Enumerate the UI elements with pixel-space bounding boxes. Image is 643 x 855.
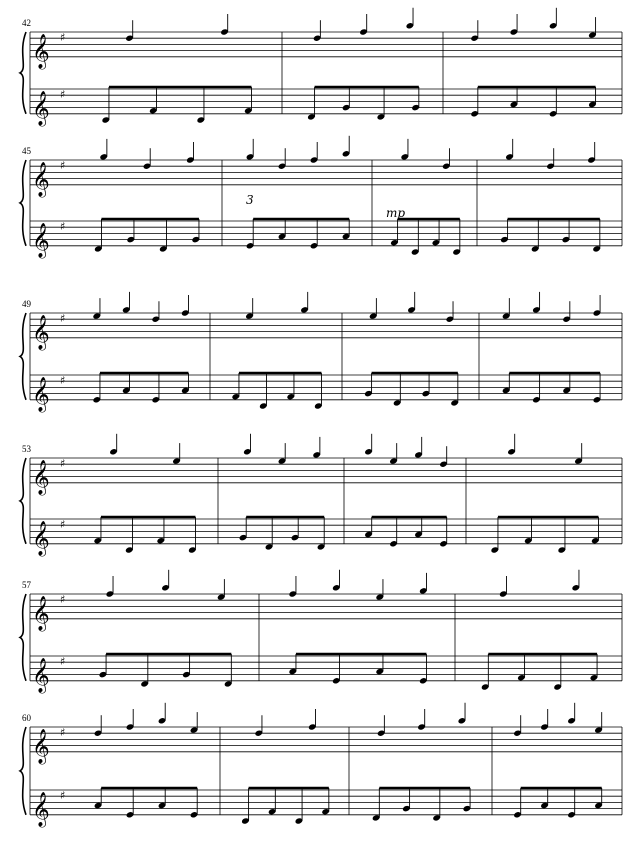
key-signature-sharp-icon: ♯ bbox=[60, 88, 66, 102]
treble-staff bbox=[30, 726, 622, 765]
key-signature-sharp-icon: ♯ bbox=[60, 457, 66, 471]
treble-clef-icon: 𝄞 bbox=[32, 459, 50, 495]
bass-staff bbox=[30, 220, 622, 259]
system-4 bbox=[20, 434, 622, 557]
treble-clef-icon: 𝄞 bbox=[32, 90, 50, 126]
bass-staff bbox=[30, 518, 622, 557]
treble-clef-icon: 𝄞 bbox=[32, 222, 50, 258]
treble-staff bbox=[30, 312, 622, 351]
brace bbox=[20, 458, 26, 544]
measure-number: 42 bbox=[22, 18, 31, 28]
bass-staff bbox=[30, 374, 622, 413]
tuplet-number: 3 bbox=[246, 193, 254, 207]
measure-number: 60 bbox=[22, 713, 31, 723]
key-signature-sharp-icon: ♯ bbox=[60, 789, 66, 803]
key-signature-sharp-icon: ♯ bbox=[60, 220, 66, 234]
brace bbox=[20, 160, 26, 246]
system-3 bbox=[20, 292, 622, 413]
treble-clef-icon: 𝄞 bbox=[32, 657, 50, 693]
key-signature-sharp-icon: ♯ bbox=[60, 655, 66, 669]
dynamic-marking: mp bbox=[386, 206, 406, 220]
treble-staff bbox=[30, 159, 622, 198]
bass-staff bbox=[30, 789, 622, 828]
measure-number: 57 bbox=[22, 580, 31, 590]
system-5 bbox=[20, 570, 622, 694]
key-signature-sharp-icon: ♯ bbox=[60, 518, 66, 532]
treble-staff bbox=[30, 457, 622, 496]
key-signature-sharp-icon: ♯ bbox=[60, 159, 66, 173]
brace bbox=[20, 594, 26, 681]
system-2 bbox=[20, 136, 622, 259]
brace bbox=[20, 313, 26, 400]
key-signature-sharp-icon: ♯ bbox=[60, 726, 66, 740]
treble-clef-icon: 𝄞 bbox=[32, 791, 50, 827]
measure-number: 45 bbox=[22, 146, 31, 156]
bass-staff bbox=[30, 88, 622, 127]
brace bbox=[20, 727, 26, 815]
bass-staff bbox=[30, 655, 622, 694]
system-1 bbox=[20, 8, 622, 127]
measure-number: 49 bbox=[22, 299, 31, 309]
treble-clef-icon: 𝄞 bbox=[32, 376, 50, 412]
treble-clef-icon: 𝄞 bbox=[32, 728, 50, 764]
treble-staff bbox=[30, 593, 622, 632]
measure-number: 53 bbox=[22, 444, 31, 454]
key-signature-sharp-icon: ♯ bbox=[60, 31, 66, 45]
treble-clef-icon: 𝄞 bbox=[32, 520, 50, 556]
key-signature-sharp-icon: ♯ bbox=[60, 312, 66, 326]
brace bbox=[20, 32, 26, 114]
treble-clef-icon: 𝄞 bbox=[32, 595, 50, 631]
key-signature-sharp-icon: ♯ bbox=[60, 593, 66, 607]
treble-clef-icon: 𝄞 bbox=[32, 33, 50, 69]
key-signature-sharp-icon: ♯ bbox=[60, 374, 66, 388]
system-6 bbox=[20, 703, 622, 828]
treble-staff bbox=[30, 31, 622, 70]
treble-clef-icon: 𝄞 bbox=[32, 161, 50, 197]
treble-clef-icon: 𝄞 bbox=[32, 314, 50, 350]
